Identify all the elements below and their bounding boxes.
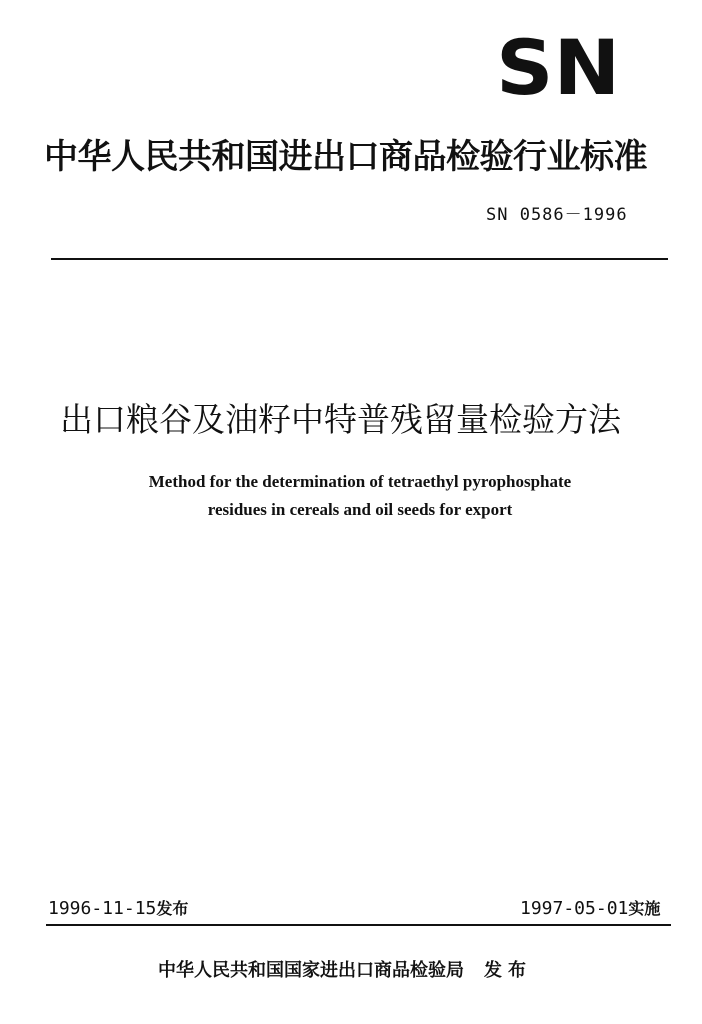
document-title-chinese: 出口粮谷及油籽中特普残留量检验方法	[60, 400, 621, 439]
implementation-date-value: 1997-05-01	[520, 898, 629, 919]
english-title-line-2: residues in cereals and oil seeds for export	[207, 500, 513, 519]
industry-standard-title: 中华人民共和国进出口商品检验行业标准	[44, 137, 647, 177]
issue-date-label: 发布	[156, 899, 189, 918]
sn-logo: SN	[496, 23, 621, 112]
publisher-line	[158, 958, 532, 984]
implementation-date	[520, 897, 660, 921]
document-title-english	[60, 468, 660, 524]
implementation-date-label: 实施	[628, 899, 661, 918]
publisher-name: 中华人民共和国国家进出口商品检验局	[158, 960, 464, 981]
issue-date-value: 1996-11-15	[48, 898, 157, 919]
standard-number: SN 0586－1996	[486, 205, 628, 225]
issue-date	[48, 897, 188, 921]
bottom-divider	[46, 924, 671, 926]
top-divider	[51, 258, 668, 260]
english-title-line-1: Method for the determination of tetraethyl pyrophosphate	[148, 472, 572, 491]
publish-action: 发布	[484, 960, 532, 981]
